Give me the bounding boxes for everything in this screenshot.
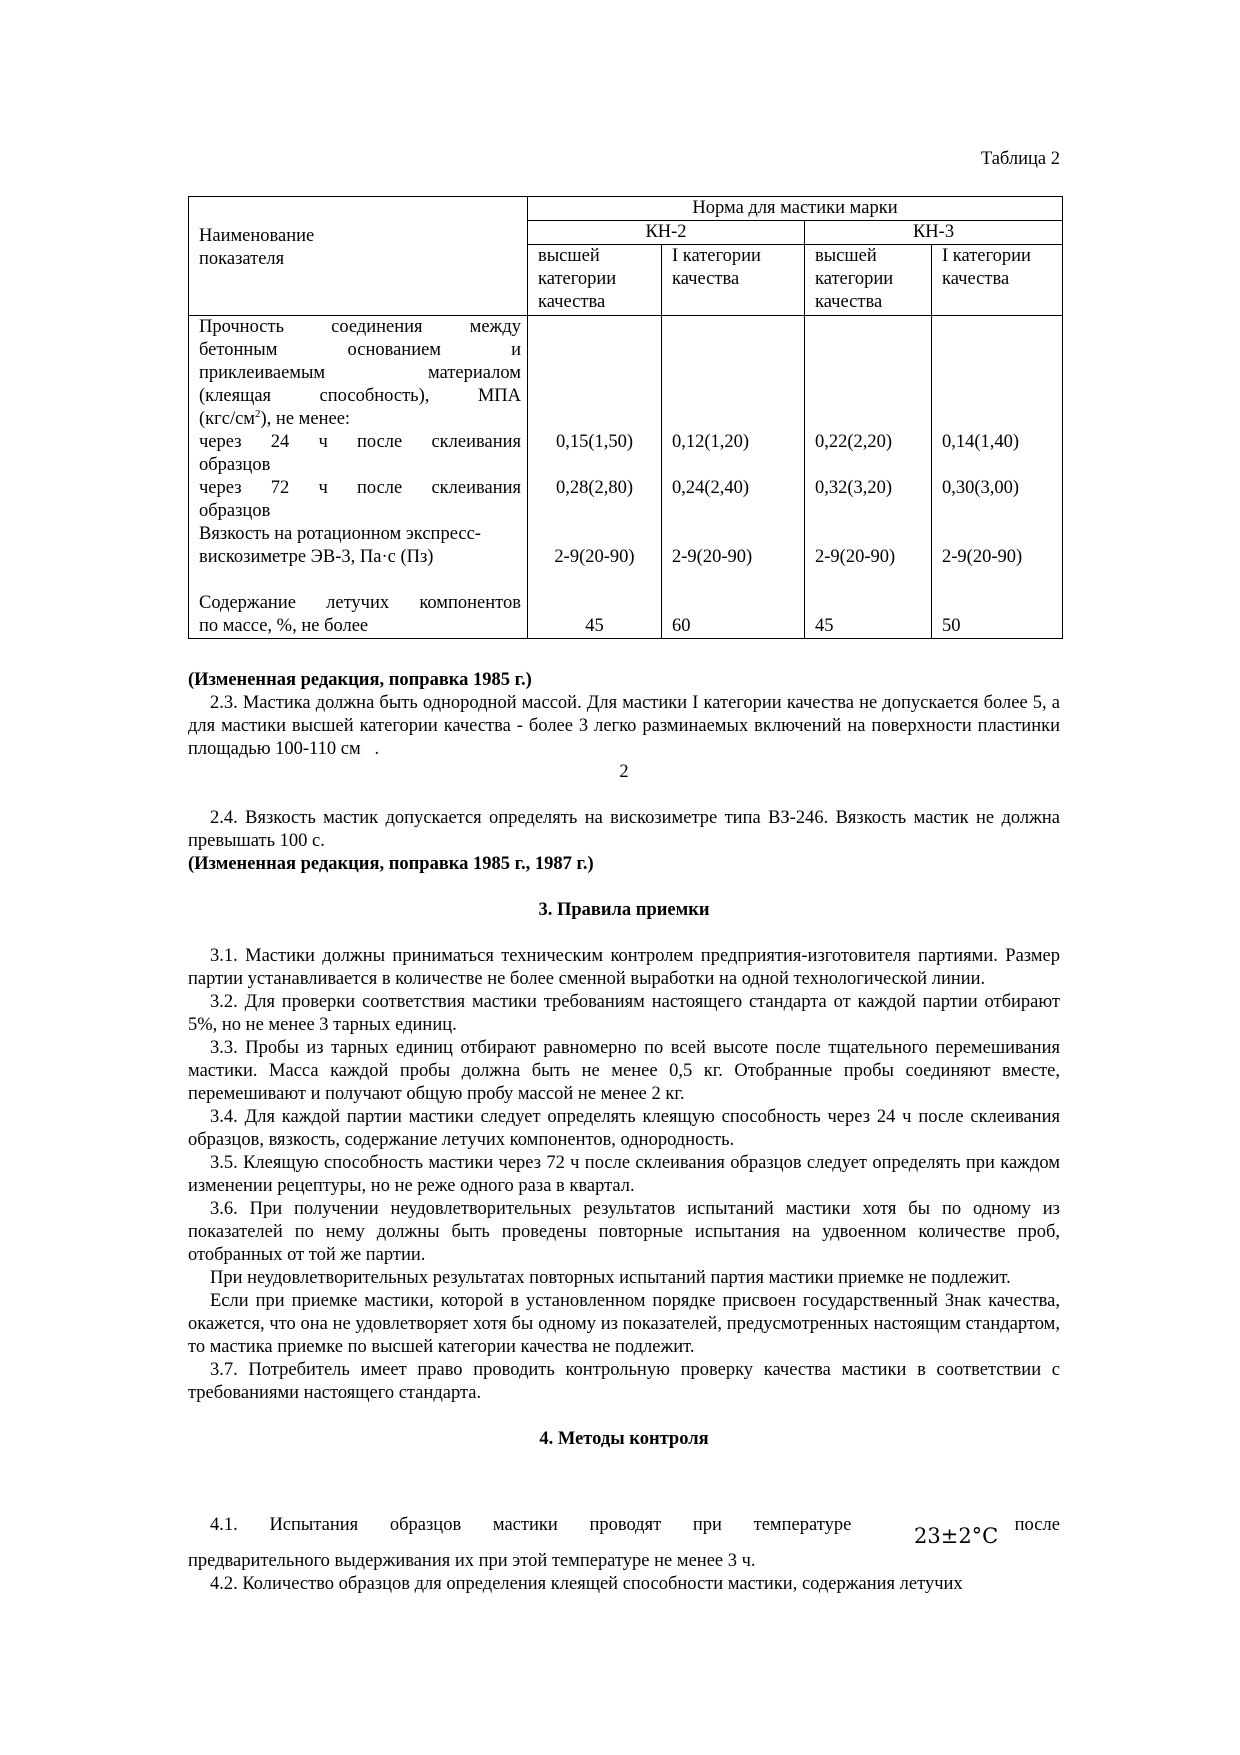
header-category-one-kn2: I категории качества — [662, 245, 805, 316]
section-title-3: 3. Правила приемки — [538, 900, 710, 920]
paragraph-3-6-c: Если при приемке мастики, которой в установленном порядке присвоен государственный Знак качества, окажется, что она не удовлетворяет хотя бы одному из показателей, предусмотренных настоящим стандартом, то мастика приемке по высшей категории качества не подлежит. — [188, 1291, 1060, 1357]
body-indicators-cell — [189, 316, 528, 639]
row-24h-line2: образцов — [199, 455, 271, 475]
value-volatile: 60 — [672, 616, 691, 636]
value-72h: 0,30(3,00) — [942, 478, 1020, 498]
section-title-4: 4. Методы контроля — [539, 1429, 709, 1449]
values-col-4 — [932, 316, 1063, 639]
row-72h-line1: через 72 ч после склеивания — [199, 478, 522, 498]
header-brand-kn2: КН-2 — [528, 221, 805, 245]
paragraph-3-7: 3.7. Потребитель имеет право проводить контрольную проверку качества мастики в соответствии с требованиями настоящего стандарта. — [188, 1360, 1060, 1403]
header-category-high-kn2: высшей категории качества — [528, 245, 662, 316]
paragraph-3-6-b: При неудовлетворительных результатах повторных испытаний партия мастики приемке не подлежит. — [210, 1268, 1011, 1288]
value-viscosity: 2-9(20-90) — [554, 547, 635, 567]
value-viscosity: 2-9(20-90) — [815, 547, 896, 567]
row-strength-line2: бетонным основанием и — [199, 340, 522, 360]
header-category-high-kn3: высшей категории качества — [805, 245, 932, 316]
paragraph-2-4: 2.4. Вязкость мастик допускается определять на вискозиметре типа ВЗ-246. Вязкость мастик не должна превышать 100 с. — [188, 808, 1060, 851]
value-24h: 0,15(1,50) — [555, 432, 634, 452]
value-72h: 0,32(3,20) — [815, 478, 893, 498]
row-volatile-line1: Содержание летучих компонентов — [199, 593, 521, 613]
row-volatile-line2: по массе, %, не более — [199, 616, 369, 636]
row-72h-line2: образцов — [199, 501, 271, 521]
value-viscosity: 2-9(20-90) — [942, 547, 1023, 567]
values-col-1 — [528, 316, 662, 639]
header-brand-kn3: КН-3 — [805, 221, 1063, 245]
value-72h: 0,24(2,40) — [672, 478, 750, 498]
body-text-block-1 — [188, 669, 1060, 1451]
header-indicator-line2: показателя — [199, 248, 285, 269]
revision-note: (Измененная редакция, поправка 1985 г., 1987 г.) — [188, 854, 594, 874]
header-norm: Норма для мастики марки — [528, 197, 1063, 221]
table-caption: Таблица 2 — [980, 149, 1060, 169]
paragraph-3-2: 3.2. Для проверки соответствия мастики требованиям настоящего стандарта от каждой партии отбирают 5%, но не менее 3 тарных единиц. — [188, 992, 1060, 1035]
row-viscosity-line2: вискозиметре ЭВ-3, Па·с (Пз) — [199, 547, 434, 567]
value-volatile: 45 — [815, 616, 834, 636]
value-volatile: 45 — [585, 616, 604, 636]
value-24h: 0,22(2,20) — [815, 432, 893, 452]
value-viscosity: 2-9(20-90) — [672, 547, 753, 567]
row-strength-line3: приклеиваемым материалом — [199, 363, 521, 383]
paragraph-3-4: 3.4. Для каждой партии мастики следует определять клеящую способность через 24 ч после склеивания образцов, вязкость, содержание летучих компонентов, однородность. — [188, 1107, 1060, 1150]
value-72h: 0,28(2,80) — [555, 478, 634, 498]
paragraph-3-1: 3.1. Мастики должны приниматься техническим контролем предприятия-изготовителя партиями. Размер партии устанавливается в количестве не более сменной выработки на одной технологической линии. — [188, 946, 1060, 989]
row-strength-line1: Прочность соединения между — [199, 317, 522, 337]
paragraph-3-5: 3.5. Клеящую способность мастики через 72 ч после склеивания образцов следует определять при каждом изменении рецептуры, но не реже одного раза в квартал. — [188, 1153, 1060, 1196]
temperature-formula: 23±2°С — [914, 1524, 999, 1548]
row-24h-line1: через 24 ч после склеивания — [199, 432, 522, 452]
header-category-one-kn3: I категории качества — [932, 245, 1063, 316]
paragraph-4-1-line2: предварительного выдерживания их при этой температуре не менее 3 ч. — [188, 1551, 756, 1571]
value-24h: 0,14(1,40) — [942, 432, 1020, 452]
paragraph-3-3: 3.3. Пробы из тарных единиц отбирают равномерно по всей высоте после тщательного перемешивания мастики. Масса каждой пробы должна быть не менее 0,5 кг. Отобранные пробы соединяют вместе, перемешивают и получают общую пробу массой не менее 2 кг. — [188, 1038, 1060, 1104]
value-24h: 0,12(1,20) — [672, 432, 750, 452]
paragraph-3-6: 3.6. При получении неудовлетворительных результатов испытаний мастики хотя бы по одному из показателей по нему должны быть проведены повторные испытания на удвоенном количестве проб, отобранных от той же партии. — [188, 1199, 1060, 1265]
values-col-3 — [805, 316, 932, 639]
area-exponent: 2 — [619, 762, 629, 782]
paragraph-4-1-line1: 4.1. Испытания образцов мастики проводят при температуре после — [210, 1515, 1060, 1535]
values-col-2 — [662, 316, 805, 639]
row-strength-line5: $(кгс/см^2)$, не менее: — [199, 407, 351, 429]
row-viscosity-line1: Вязкость на ротационном экспресс- — [199, 524, 481, 544]
specification-table — [188, 196, 1063, 639]
paragraph-4-2: 4.2. Количество образцов для определения клеящей способности мастики, содержания летучих — [210, 1574, 963, 1594]
header-indicator-cell — [189, 197, 528, 316]
row-strength-line4: (клеящая способность), МПА — [199, 386, 522, 406]
paragraph-2-3: 2.3. Мастика должна быть однородной массой. Для мастики I категории качества не допускается более 5, а для мастики высшей категории качества - более 3 легко разминаемых включений на поверхности пластинки площадью 100-110 см . — [188, 693, 1060, 759]
header-indicator-line1: Наименование — [199, 225, 315, 246]
value-volatile: 50 — [942, 616, 961, 636]
revision-note: (Измененная редакция, поправка 1985 г.) — [188, 670, 532, 690]
